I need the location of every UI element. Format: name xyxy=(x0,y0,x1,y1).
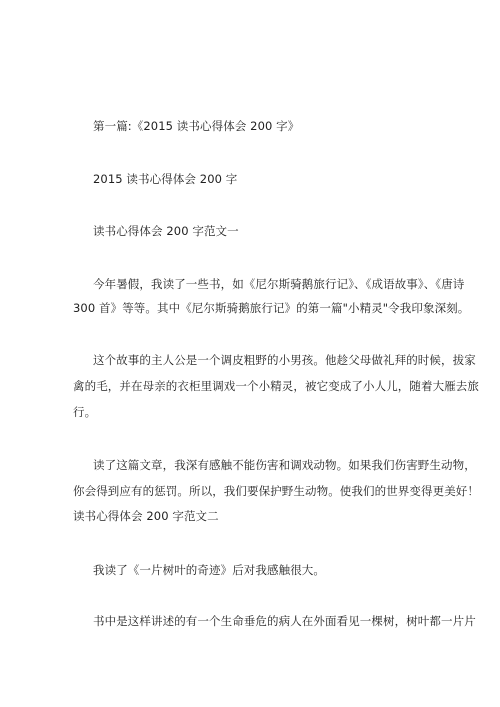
paragraph-1-line-1: 今年暑假，我读了一些书，如《尼尔斯骑鹅旅行记》、《成语故事》、《唐诗 xyxy=(93,277,465,291)
paragraph-2-line-3: 行。 xyxy=(73,405,97,419)
article-heading: 第一篇:《2015 读书心得体会 200 字》 xyxy=(93,119,300,133)
paragraph-3-line-1: 读了这篇文章，我深有感触不能伤害和调戏动物。如果我们伤害野生动物， xyxy=(93,458,476,472)
paragraph-3-line-2: 你会得到应有的惩罚。所以，我们要保护野生动物。使我们的世界变得更美好！ xyxy=(73,484,479,498)
paragraph-2-line-1: 这个故事的主人公是一个调皮粗野的小男孩。他趁父母做礼拜的时候，拔家 xyxy=(93,353,476,367)
paragraph-4-line-1: 我读了《一片树叶的奇迹》后对我感触很大。 xyxy=(93,563,325,577)
paragraph-2-line-2: 禽的毛，并在母亲的衣柜里调戏一个小精灵，被它变成了小人儿，随着大雁去旅 xyxy=(73,379,479,393)
section-heading-1: 读书心得体会 200 字范文一 xyxy=(93,224,239,238)
section-heading-2: 读书心得体会 200 字范文二 xyxy=(73,509,219,523)
paragraph-1-line-2: 300 首》等等。其中《尼尔斯骑鹅旅行记》的第一篇"小精灵"令我印象深刻。 xyxy=(73,301,470,315)
article-title: 2015 读书心得体会 200 字 xyxy=(93,172,238,186)
paragraph-5-line-1: 书中是这样讲述的有一个生命垂危的病人在外面看见一棵树，树叶都一片片 xyxy=(93,614,476,628)
